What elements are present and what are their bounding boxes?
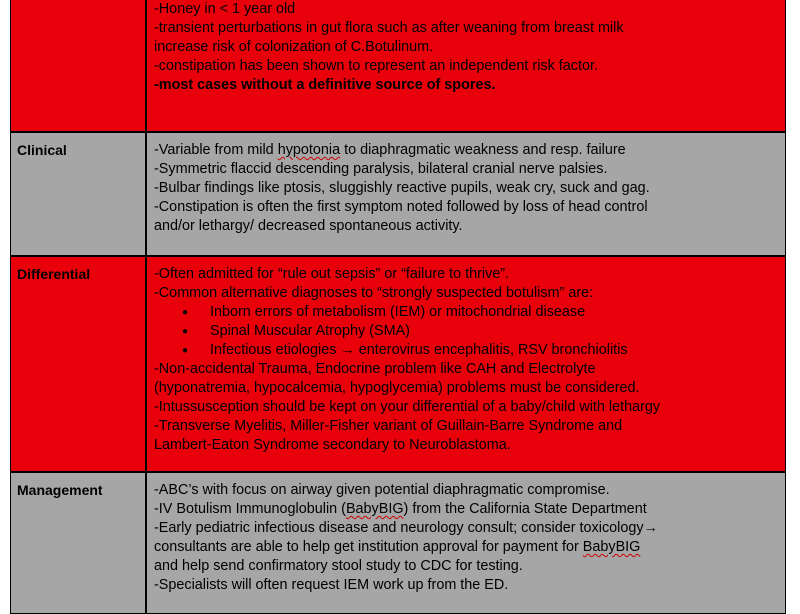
bullet-icon: ● — [182, 345, 189, 356]
row-label — [11, 0, 147, 131]
text-line: -Early pediatric infectious disease and neurology consult; consider toxicology→ — [154, 520, 658, 536]
spellcheck-word: BabyBIG — [582, 539, 641, 555]
row-label: Differential — [11, 257, 147, 471]
spellcheck-word: hypotonia — [277, 142, 341, 158]
text-line: -Specialists will often request IEM work up from the ED. — [154, 577, 509, 593]
text-fragment: -IV Botulism Immunoglobulin ( — [154, 501, 346, 517]
text-line: -Symmetric flaccid descending paralysis, bilateral cranial nerve palsies. — [154, 161, 608, 177]
text-line: -transient perturbations in gut flora such as after weaning from breast milk — [154, 20, 624, 36]
text-line: -Honey in < 1 year old — [154, 1, 296, 17]
bullet-icon: ● — [182, 326, 189, 337]
bullet-item — [154, 322, 785, 341]
text-line — [154, 141, 785, 160]
row-label: Clinical — [11, 133, 147, 255]
text-line: -Non-accidental Trauma, Endocrine problem like CAH and Electrolyte — [154, 361, 596, 377]
text-line: -constipation has been shown to represent an independent risk factor. — [154, 58, 598, 74]
bullet-icon: ● — [182, 307, 189, 318]
spellcheck-word: BabyBIG — [345, 501, 404, 517]
table-row-differential — [11, 257, 785, 473]
text-line: -Constipation is often the first symptom noted followed by loss of head control — [154, 199, 648, 215]
bullet-text: Inborn errors of metabolism (IEM) or mitochondrial disease — [210, 304, 586, 320]
text-line: -ABC’s with focus on airway given potential diaphragmatic compromise. — [154, 482, 610, 498]
table-row-management — [11, 473, 785, 613]
text-line: increase risk of colonization of C.Botulinum. — [154, 39, 434, 55]
text-fragment: -Variable from mild — [154, 142, 278, 158]
bullet-item — [154, 341, 785, 360]
text-fragment: to diaphragmatic weakness and resp. failure — [340, 142, 626, 158]
bullet-item — [154, 303, 785, 322]
text-fragment: ) from the California State Department — [403, 501, 647, 517]
table-row-clinical — [11, 133, 785, 257]
row-content — [147, 0, 785, 131]
row-label: Management — [11, 473, 147, 613]
text-line: -Intussusception should be kept on your differential of a baby/child with lethargy — [154, 399, 661, 415]
text-fragment: consultants are able to help get institution approval for payment for — [154, 539, 583, 555]
text-line: (hyponatremia, hypocalcemia, hypoglycemia) problems must be considered. — [154, 380, 640, 396]
text-line: Lambert-Eaton Syndrome secondary to Neuroblastoma. — [154, 437, 511, 453]
table-row-risk-factors — [11, 0, 785, 133]
text-line — [154, 500, 785, 519]
text-line: -Transverse Myelitis, Miller-Fisher variant of Guillain-Barre Syndrome and — [154, 418, 623, 434]
text-line: and/or lethargy/ decreased spontaneous activity. — [154, 218, 463, 234]
text-line — [154, 538, 785, 557]
text-line: -Common alternative diagnoses to “strongly suspected botulism” are: — [154, 285, 594, 301]
text-line: -Bulbar findings like ptosis, sluggishly reactive pupils, weak cry, suck and gag. — [154, 180, 650, 196]
bullet-text: Spinal Muscular Atrophy (SMA) — [210, 323, 410, 339]
row-content — [147, 257, 785, 471]
row-content — [147, 133, 785, 255]
info-table — [10, 0, 786, 614]
text-line-bold: -most cases without a definitive source of spores. — [154, 77, 496, 93]
text-line: and help send confirmatory stool study to CDC for testing. — [154, 558, 523, 574]
row-content — [147, 473, 785, 613]
text-line: -Often admitted for “rule out sepsis” or “failure to thrive”. — [154, 266, 510, 282]
bullet-text: Infectious etiologies → enterovirus encephalitis, RSV bronchiolitis — [210, 342, 628, 358]
